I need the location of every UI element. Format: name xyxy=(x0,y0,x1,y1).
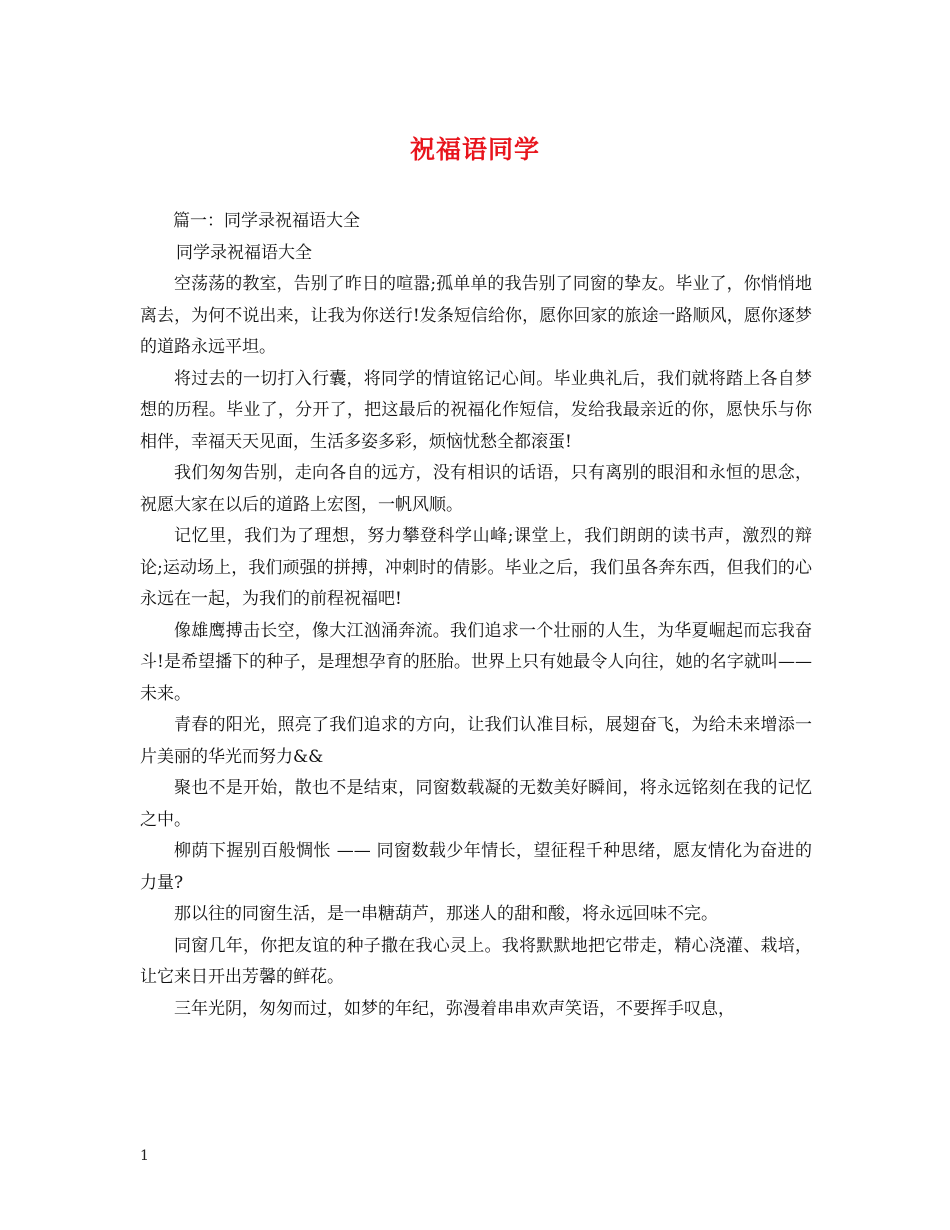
paragraph: 像雄鹰搏击长空，像大江汹涌奔流。我们追求一个壮丽的人生，为华夏崛起而忘我奋斗!是希望播下的种子，是理想孕育的胚胎。世界上只有她最令人向往，她的名字就叫——未来。 xyxy=(140,620,812,704)
sub-heading: 同学录祝福语大全 xyxy=(176,242,312,263)
section-heading: 篇一：同学录祝福语大全 xyxy=(173,211,360,231)
paragraph: 青春的阳光，照亮了我们追求的方向，让我们认准目标，展翅奋飞，为给未来增添一片美丽的华光而努力&& xyxy=(140,715,812,767)
paragraph: 同窗几年，你把友谊的种子撒在我心灵上。我将默默地把它带走，精心浇灌、栽培，让它来日开出芳馨的鲜花。 xyxy=(140,935,812,987)
paragraph: 聚也不是开始，散也不是结束，同窗数载凝的无数美好瞬间，将永远铭刻在我的记忆之中。 xyxy=(140,778,812,830)
paragraph: 我们匆匆告别，走向各自的远方，没有相识的话语，只有离别的眼泪和永恒的思念，祝愿大家在以后的道路上宏图，一帆风顺。 xyxy=(140,463,812,515)
document-body xyxy=(140,206,812,1025)
paragraph: 三年光阴，匆匆而过，如梦的年纪，弥漫着串串欢声笑语，不要挥手叹息， xyxy=(174,998,735,1019)
paragraph: 柳荫下握别百般惆怅 —— 同窗数载少年情长，望征程千种思绪，愿友情化为奋进的力量? xyxy=(140,841,812,893)
paragraph: 那以往的同窗生活，是一串糖葫芦，那迷人的甜和酸，将永远回味不完。 xyxy=(174,904,718,924)
page-title: 祝福语同学 xyxy=(409,135,540,164)
paragraph: 将过去的一切打入行囊，将同学的情谊铭记心间。毕业典礼后，我们就将踏上各自梦想的历程。毕业了，分开了，把这最后的祝福化作短信，发给我最亲近的你，愿快乐与你相伴，幸福天天见面，生活多姿多彩，烦恼忧愁全都滚蛋! xyxy=(140,368,812,452)
paragraph: 记忆里，我们为了理想，努力攀登科学山峰;课堂上，我们朗朗的读书声，激烈的辩论;运动场上，我们顽强的拼搏，冲刺时的倩影。毕业之后，我们虽各奔东西，但我们的心永远在一起，为我们的前程祝福吧! xyxy=(140,526,812,609)
page-number: 1 xyxy=(140,1148,149,1164)
paragraph: 空荡荡的教室，告别了昨日的喧嚣;孤单单的我告别了同窗的挚友。毕业了，你悄悄地离去，为何不说出来，让我为你送行!发条短信给你，愿你回家的旅途一路顺风，愿你逐梦的道路永远平坦。 xyxy=(140,274,812,357)
